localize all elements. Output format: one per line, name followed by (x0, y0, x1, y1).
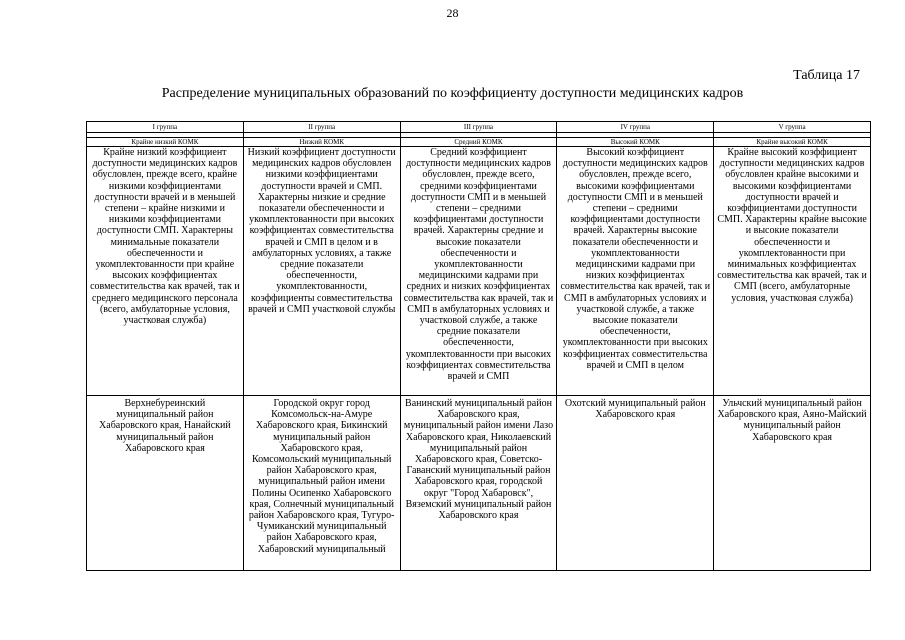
regions-cell-2: Городской округ город Комсомольск-на-Амуре Хабаровского края, Бикинский муниципальный район Хабаровского края, Комсомольский муниципальный район Хабаровского края, муниципальный район имени Полины Осипенко Хабаровского края, Солнечный муниципальный район Хабаровского края, Тугуро-Чумиканский муниципальный район Хабаровского края, Хабаровский муниципальный (243, 396, 400, 571)
regions-cell-4: Охотский муниципальный район Хабаровского края (557, 396, 714, 571)
distribution-table (86, 121, 871, 571)
description-row (87, 147, 871, 396)
group-header-4: IV группа (557, 122, 714, 133)
group-header-1: I группа (87, 122, 244, 133)
komk-cell-3: Средний КОМК (400, 138, 557, 147)
group-header-3: III группа (400, 122, 557, 133)
description-cell-2: Низкий коэффициент доступности медицинских кадров обусловлен низкими коэффициентами доступности врачей и СМП. Характерны низкие и средние показатели обеспеченности и укомплектованности при высоких коэффициентах совместительства врачей и СМП в целом и в амбулаторных условиях, а также средние показатели обеспеченности, укомплектованности, коэффициенты совместительства врачей и СМП участковой службы (243, 147, 400, 396)
group-header-5: V группа (714, 122, 871, 133)
page-number: 28 (446, 6, 459, 20)
description-cell-4: Высокий коэффициент доступности медицинских кадров обусловлен, прежде всего, высокими коэффициентами доступности СМП и в меньшей степени – средними коэффициентами доступности врачей. Характерны высокие показатели обеспеченности и укомплектованности медицинскими кадрами при низких коэффициентах совместительства как врачей, так и СМП в амбулаторных условиях и участковой службе, а также высокие показатели обеспеченности, укомплектованности при высоких коэффициентах совместительства врачей и СМП в целом (557, 147, 714, 396)
description-cell-5: Крайне высокий коэффициент доступности медицинских кадров обусловлен крайне высокими и высокими коэффициентами доступности врачей и коэффициентами доступности СМП. Характерны крайне высокие и высокие показатели обеспеченности и укомплектованности при минимальных коэффициентах совместительства как врачей, так и СМП (всего, амбулаторные условия, участковая служба) (714, 147, 871, 396)
komk-row (87, 138, 871, 147)
description-cell-3: Средний коэффициент доступности медицинских кадров обусловлен, прежде всего, средними коэффициентами доступности СМП и в меньшей степени – средними коэффициентами доступности врачей. Характерны средние и высокие показатели обеспеченности и укомплектованности медицинскими кадрами при средних и низких коэффициентах совместительства как врачей, так и СМП в амбулаторных условиях и участковой службе, а также средние показатели обеспеченности, укомплектованности при высоких коэффициентах совместительства врачей и СМП (400, 147, 557, 396)
table-label: Таблица 17 (793, 68, 860, 83)
komk-cell-2: Низкий КОМК (243, 138, 400, 147)
regions-row (87, 396, 871, 571)
komk-cell-4: Высокий КОМК (557, 138, 714, 147)
regions-cell-5: Ульчский муниципальный район Хабаровского края, Аяно-Майский муниципальный район Хабаровского края (714, 396, 871, 571)
group-header-row (87, 122, 871, 133)
group-header-2: II группа (243, 122, 400, 133)
regions-cell-1: Верхнебуреинский муниципальный район Хабаровского края, Нанайский муниципальный район Хабаровского края (87, 396, 244, 571)
table-title: Распределение муниципальных образований по коэффициенту доступности медицинских кадров (161, 86, 744, 101)
komk-cell-1: Крайне низкий КОМК (87, 138, 244, 147)
komk-cell-5: Крайне высокий КОМК (714, 138, 871, 147)
description-cell-1: Крайне низкий коэффициент доступности медицинских кадров обусловлен, прежде всего, крайне низкими коэффициентами доступности врачей и в меньшей степени – крайне низкими и низкими коэффициентами доступности СМП. Характерны минимальные показатели обеспеченности и укомплектованности при крайне высоких коэффициентах совместительства как врачей, так и среднего медицинского персонала (всего, амбулаторные условия, участковая служба) (87, 147, 244, 396)
regions-cell-3: Ванинский муниципальный район Хабаровского края, муниципальный район имени Лазо Хабаровского края, Николаевский муниципальный район Хабаровского края, Советско-Гаванский муниципальный район Хабаровского края, городской округ "Город Хабаровск", Вяземский муниципальный район Хабаровского края (400, 396, 557, 571)
